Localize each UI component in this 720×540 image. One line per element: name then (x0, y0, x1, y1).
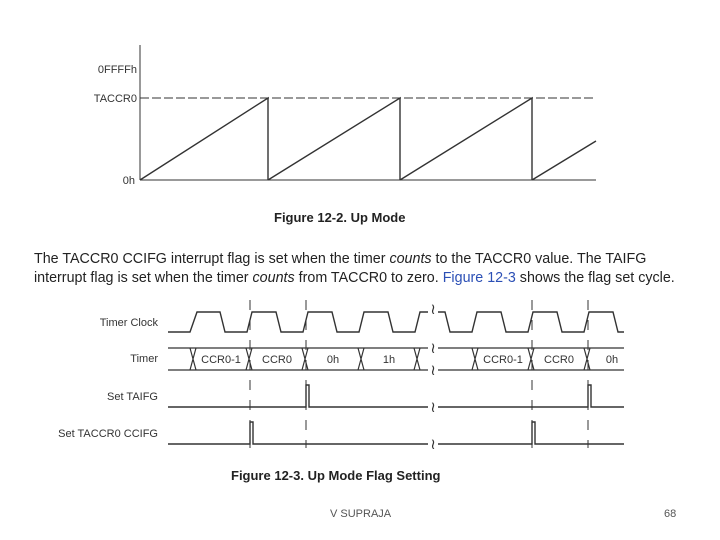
description-paragraph (34, 250, 694, 288)
para-emphasis-counts-1: counts (389, 251, 432, 267)
page-number: 68 (664, 508, 677, 520)
ramp-4 (532, 141, 596, 180)
figure-12-3-link[interactable]: Figure 12-3 (442, 270, 516, 286)
timer-value-6: CCR0 (544, 354, 574, 366)
para-text-1: The TACCR0 CCIFG interrupt flag is set when the timer (34, 251, 390, 267)
timer-value-3: 0h (326, 354, 340, 366)
break-mark-bus-bottom: ≀ (430, 361, 436, 379)
para-text-3: from TACCR0 to zero. (294, 270, 443, 286)
ramp-2 (268, 98, 400, 180)
up-mode-figure (140, 45, 596, 180)
para-text-2: to the TACCR0 value. The TAIFG interrupt flag is set when the timer (34, 251, 647, 286)
figure-12-2-caption: Figure 12-2. Up Mode (274, 210, 406, 225)
time-break-marks (430, 300, 436, 453)
timer-value-7: 0h (605, 354, 619, 366)
timer-value-2: CCR0 (262, 354, 292, 366)
y-label-taccr0: TACCR0 (93, 93, 137, 105)
sawtooth-ramps (140, 98, 596, 180)
break-mark-clock: ≀ (430, 300, 436, 318)
break-mark-taifg: ≀ (430, 398, 436, 416)
break-mark-bus-top: ≀ (430, 339, 436, 357)
timer-value-1: CCR0-1 (201, 354, 241, 366)
timer-value-4: 1h (382, 354, 396, 366)
break-mark-ccifg: ≀ (430, 435, 436, 453)
y-label-zero: 0h (122, 175, 135, 187)
ccifg-waveform (168, 422, 624, 444)
footer-author: V SUPRAJA (330, 508, 392, 520)
para-text-4: shows the flag set cycle. (515, 270, 675, 286)
signal-label-set-taccr0-ccifg: Set TACCR0 CCIFG (58, 428, 158, 440)
ramp-3 (400, 98, 532, 180)
ramp-1 (140, 98, 268, 180)
timer-clock-waveform (168, 312, 624, 332)
y-label-max: 0FFFFh (97, 64, 137, 76)
figure-12-3-caption: Figure 12-3. Up Mode Flag Setting (231, 468, 441, 483)
signal-label-set-taifg: Set TAIFG (107, 391, 158, 403)
vertical-dashed-markers (250, 300, 588, 448)
timer-value-5: CCR0-1 (483, 354, 523, 366)
signal-label-timer-clock: Timer Clock (99, 317, 158, 329)
para-emphasis-counts-2: counts (252, 270, 295, 286)
taifg-waveform (168, 385, 624, 407)
signal-label-timer: Timer (130, 353, 158, 365)
